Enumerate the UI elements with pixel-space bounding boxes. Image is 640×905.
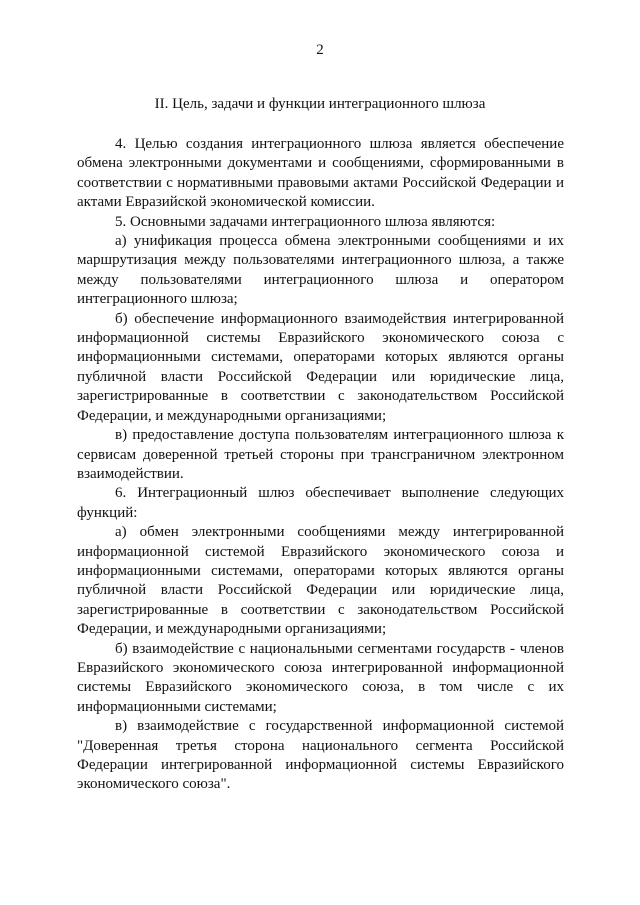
- paragraph-6c: в) взаимодействие с государственной информационной системой "Доверенная третья сторона национального сегмента Российской Федерации интегрированной информационной системы Евразийского экономического союза".: [77, 718, 564, 793]
- section-title: II. Цель, задачи и функции интеграционного шлюза: [154, 96, 486, 112]
- paragraph-6a: а) обмен электронными сообщениями между интегрированной информационной системой Евразийского экономического союза и информационными системами, операторами которых являются органы публичной власти Российской Федерации или юридические лица, зарегистрированные в соответствии с законодательством Российской Федерации, и международными организациями;: [77, 524, 564, 638]
- paragraph-5b: б) обеспечение информационного взаимодействия интегрированной информационной системы Евразийского экономического союза с информационными системами, операторами которых являются органы публичной власти Российской Федерации или юридические лица, зарегистрированные в соответствии с законодательством Российской Федерации, и международными организациями;: [77, 310, 564, 424]
- document-body: [77, 135, 564, 795]
- paragraph-5c: в) предоставление доступа пользователям интеграционного шлюза к сервисам доверенной третьей стороны при трансграничном электронном взаимодействии.: [77, 427, 564, 482]
- paragraph-6-functions-heading: 6. Интеграционный шлюз обеспечивает выполнение следующих функций:: [77, 485, 564, 521]
- page-number: 2: [316, 42, 324, 58]
- paragraph-4-purpose: 4. Целью создания интеграционного шлюза является обеспечение обмена электронными документами и сообщениями, сформированными в соответствии с нормативными правовыми актами Российской Федерации и актами Евразийской экономической комиссии.: [77, 136, 564, 211]
- paragraph-5a: а) унификация процесса обмена электронными сообщениями и их маршрутизация между пользователями интеграционного шлюза, а также между пользователями интеграционного шлюза и оператором интеграционного шлюза;: [77, 233, 564, 308]
- paragraph-5-tasks-heading: 5. Основными задачами интеграционного шлюза являются:: [115, 213, 496, 230]
- paragraph-6b: б) взаимодействие с национальными сегментами государств - членов Евразийского экономического союза интегрированной информационной системы Евразийского экономического союза, в том числе с их информационными системами;: [77, 640, 564, 715]
